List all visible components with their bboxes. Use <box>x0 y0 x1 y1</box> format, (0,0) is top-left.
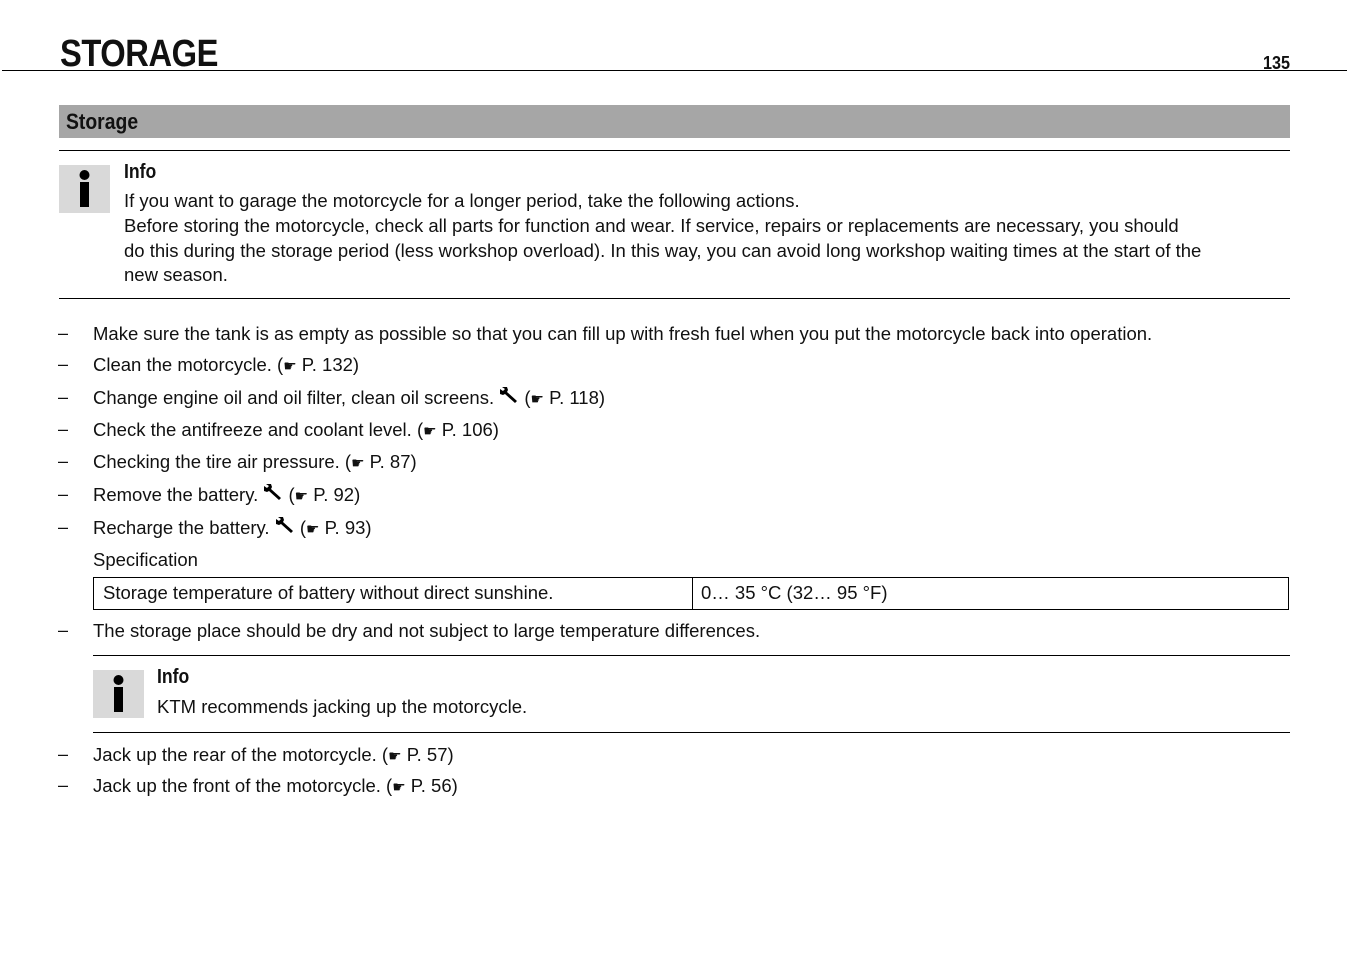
info-top-divider <box>59 150 1290 151</box>
specification-label: Specification <box>93 549 198 570</box>
list-bullet: – <box>58 451 69 471</box>
pointing-hand-icon: ☛ <box>306 520 320 538</box>
page-reference-link[interactable]: P. 132) <box>296 354 360 375</box>
step-text: The storage place should be dry and not subject to large temperature differences. <box>93 620 761 641</box>
pointing-hand-icon: ☛ <box>423 422 437 440</box>
list-bullet: – <box>58 387 69 407</box>
step-text: ( <box>294 517 306 538</box>
info-text-line: Before storing the motorcycle, check all parts for function and wear. If service, repairs or replacements are necessary, you should <box>124 215 1179 236</box>
step-text: Checking the tire air pressure. ( <box>93 451 352 472</box>
list-bullet: – <box>58 323 69 343</box>
list-item <box>93 482 360 509</box>
section-heading-bar <box>59 105 1290 138</box>
wrench-icon <box>275 517 295 538</box>
step-text: Clean the motorcycle. ( <box>93 354 284 375</box>
info-text-line: do this during the storage period (less workshop overload). In this way, you can avoid long workshop waiting times at the start of the <box>124 240 1202 261</box>
pointing-hand-icon: ☛ <box>294 487 309 505</box>
list-item <box>93 618 760 643</box>
list-item <box>93 515 372 542</box>
list-bullet: – <box>58 419 69 439</box>
pointing-hand-icon: ☛ <box>530 390 544 408</box>
info-text-line: If you want to garage the motorcycle for a longer period, take the following actions. <box>124 190 800 211</box>
info-bottom-divider <box>59 298 1290 299</box>
info-text-line: new season. <box>124 264 228 285</box>
header-divider <box>2 70 1347 71</box>
step-text: Remove the battery. <box>93 484 264 505</box>
wrench-icon <box>263 484 283 505</box>
pointing-hand-icon: ☛ <box>351 454 365 472</box>
spec-value-cell: 0… 35 °C (32… 95 °F) <box>701 582 888 603</box>
step-text: ( <box>519 387 531 408</box>
pointing-hand-icon: ☛ <box>283 357 297 375</box>
info-icon <box>93 670 144 718</box>
step-text: Make sure the tank is as empty as possible so that you can fill up with fresh fuel when you put the motorcycle back into operation. <box>93 323 1153 344</box>
step-text: Jack up the rear of the motorcycle. ( <box>93 744 389 765</box>
step-text: Recharge the battery. <box>93 517 275 538</box>
wrench-icon <box>499 387 519 408</box>
info-text-line: KTM recommends jacking up the motorcycle. <box>157 696 528 717</box>
step-text: Check the antifreeze and coolant level. ( <box>93 419 424 440</box>
page-reference-link[interactable]: P. 93) <box>319 517 372 538</box>
list-bullet: – <box>58 620 69 640</box>
page-reference-link[interactable]: P. 92) <box>308 484 361 505</box>
page-reference-link[interactable]: P. 106) <box>436 419 499 440</box>
list-bullet: – <box>58 517 69 537</box>
list-item <box>93 385 605 412</box>
list-bullet: – <box>58 744 69 764</box>
list-item <box>93 321 1152 346</box>
section-heading: Storage <box>66 109 139 134</box>
page-reference-link[interactable]: P. 56) <box>405 775 458 796</box>
step-text: Change engine oil and oil filter, clean oil screens. <box>93 387 500 408</box>
info-icon <box>59 165 110 213</box>
list-item <box>93 352 359 379</box>
list-item <box>93 773 458 800</box>
step-text: ( <box>283 484 295 505</box>
info-bottom-divider <box>93 732 1290 733</box>
list-bullet: – <box>58 775 69 795</box>
info-title: Info <box>124 161 157 183</box>
list-item <box>93 417 499 444</box>
list-item <box>93 449 417 476</box>
pointing-hand-icon: ☛ <box>392 778 406 796</box>
list-bullet: – <box>58 354 69 374</box>
specification-table <box>93 577 1289 610</box>
page-reference-link[interactable]: P. 118) <box>544 387 606 408</box>
list-item <box>93 742 454 769</box>
spec-name-cell: Storage temperature of battery without direct sunshine. <box>94 578 693 609</box>
list-bullet: – <box>58 484 69 504</box>
step-text: Jack up the front of the motorcycle. ( <box>93 775 393 796</box>
page-title: STORAGE <box>60 33 218 75</box>
page-number: 135 <box>1262 53 1290 73</box>
page-reference-link[interactable]: P. 57) <box>401 744 454 765</box>
info-title: Info <box>157 666 190 688</box>
page-reference-link[interactable]: P. 87) <box>364 451 417 472</box>
pointing-hand-icon: ☛ <box>388 747 402 765</box>
info-top-divider <box>93 655 1290 656</box>
